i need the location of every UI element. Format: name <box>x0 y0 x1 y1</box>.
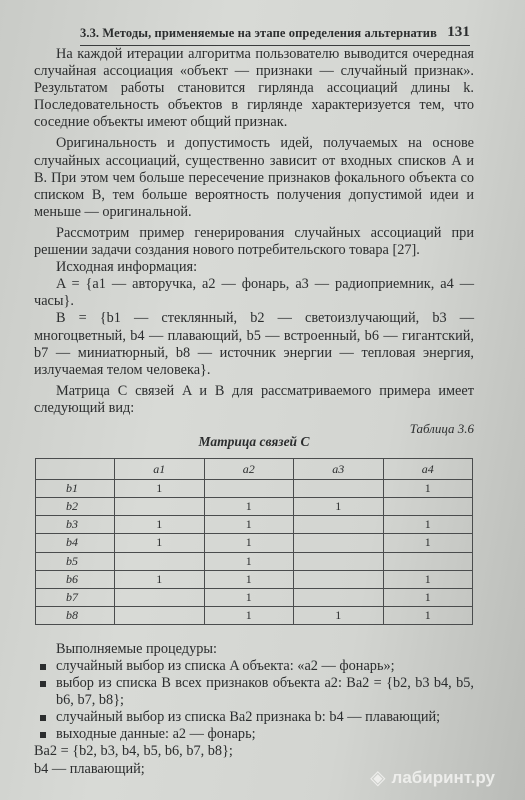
column-header: a2 <box>204 459 294 480</box>
table-row <box>36 552 473 570</box>
table-cell: 1 <box>383 570 473 588</box>
table-row <box>36 480 473 498</box>
table-cell <box>115 498 205 516</box>
paragraph-matrix-intro: Матрица C связей A и B для рассматриваемого примера имеет следующий вид: <box>34 382 474 416</box>
table-header-row <box>36 459 473 480</box>
procedure-item: случайный выбор из списка A объекта: «a2 — фонарь»; <box>34 658 474 675</box>
paragraph-1: На каждой итерации алгоритма пользователю выводится очередная случайная ассоциация «объект — признаки — случайный признак». Результатом работы становится гирлянда ассоциаций длины k. Последовательность объектов в гирлянде характеризуется тем, что соседние объекты имеют общий признак. <box>34 46 474 131</box>
procedure-item: выбор из списка B всех признаков объекта a2: Ba2 = {b2, b3 b4, b5, b6, b7, b8}; <box>34 675 474 709</box>
table-row <box>36 588 473 606</box>
row-header: b8 <box>36 606 115 624</box>
column-header: a3 <box>294 459 384 480</box>
table-row <box>36 606 473 624</box>
row-header: b6 <box>36 570 115 588</box>
watermark-logo <box>370 765 495 790</box>
set-b-definition: B = {b1 — стеклянный, b2 — светоизлучающий, b3 — многоцветный, b4 — плавающий, b5 — встроенный, b6 — гигантский, b7 — миниатюрный, b8 — источник энергии — тепловая энергия, излучаемая телом человека}. <box>34 310 474 378</box>
table-row <box>36 516 473 534</box>
output-line: Ba2 = {b2, b3, b4, b5, b6, b7, b8}; <box>34 743 233 760</box>
set-a-definition: A = {a1 — авторучка, a2 — фонарь, a3 — радиоприемник, a4 — часы}. <box>34 276 474 310</box>
paragraph-4: Исходная информация: <box>56 259 198 276</box>
paragraph-2: Оригинальность и допустимость идей, получаемых на основе случайных ассоциаций, существенно зависит от входных списков A и B. При этом чем больше пересечение признаков фокального объекта со списком B, тем больше вероятность получения допустимой идеи и меньше — оригинальной. <box>34 135 474 220</box>
output-line: b4 — плавающий; <box>34 760 145 777</box>
table-cell: 1 <box>204 588 294 606</box>
watermark-text: лабиринт.ру <box>391 767 495 787</box>
column-header: a4 <box>383 459 473 480</box>
row-header: b3 <box>36 516 115 534</box>
table-cell <box>115 552 205 570</box>
procedures-section <box>34 641 474 778</box>
table-cell: 1 <box>115 570 205 588</box>
corner-cell <box>36 459 115 480</box>
procedures-heading: Выполняемые процедуры: <box>56 640 217 657</box>
matrix-table <box>35 458 473 625</box>
table-cell: 1 <box>294 498 384 516</box>
table-cell <box>383 498 473 516</box>
row-header: b2 <box>36 498 115 516</box>
table-cell: 1 <box>383 588 473 606</box>
running-header <box>80 24 470 46</box>
table-cell: 1 <box>115 480 205 498</box>
table-title: Матрица связей C <box>198 434 310 450</box>
table-cell: 1 <box>204 552 294 570</box>
table-cell: 1 <box>294 606 384 624</box>
page-number: 131 <box>447 24 470 40</box>
row-header: b7 <box>36 588 115 606</box>
column-header: a1 <box>115 459 205 480</box>
page-body <box>34 46 474 778</box>
table-cell <box>294 552 384 570</box>
header-title: 3.3. Методы, применяемые на этапе определения альтернатив <box>80 26 437 40</box>
table-cell <box>115 588 205 606</box>
table-cell <box>294 588 384 606</box>
table-cell <box>383 552 473 570</box>
labyrinth-logo-icon: ◈ <box>370 767 386 789</box>
table-cell: 1 <box>383 606 473 624</box>
table-cell: 1 <box>383 480 473 498</box>
table-row <box>36 534 473 552</box>
table-cell: 1 <box>115 516 205 534</box>
table-cell <box>204 480 294 498</box>
table-row <box>36 570 473 588</box>
table-cell: 1 <box>115 534 205 552</box>
table-number: Таблица 3.6 <box>409 420 474 436</box>
paragraph-3: Рассмотрим пример генерирования случайных ассоциаций при решении задачи создания нового потребительского товара [27]. <box>34 224 474 259</box>
row-header: b1 <box>36 480 115 498</box>
table-cell: 1 <box>383 516 473 534</box>
table-cell <box>294 516 384 534</box>
procedure-item: случайный выбор из списка Ba2 признака b: b4 — плавающий; <box>34 709 474 726</box>
table-cell <box>294 570 384 588</box>
procedure-item: выходные данные: a2 — фонарь; <box>34 726 474 743</box>
table-cell: 1 <box>204 498 294 516</box>
table-cell: 1 <box>204 570 294 588</box>
table-cell <box>115 606 205 624</box>
table-cell <box>294 534 384 552</box>
row-header: b5 <box>36 552 115 570</box>
table-row <box>36 498 473 516</box>
table-cell: 1 <box>204 534 294 552</box>
row-header: b4 <box>36 534 115 552</box>
table-cell: 1 <box>204 516 294 534</box>
table-cell <box>294 480 384 498</box>
table-cell: 1 <box>204 606 294 624</box>
table-cell: 1 <box>383 534 473 552</box>
